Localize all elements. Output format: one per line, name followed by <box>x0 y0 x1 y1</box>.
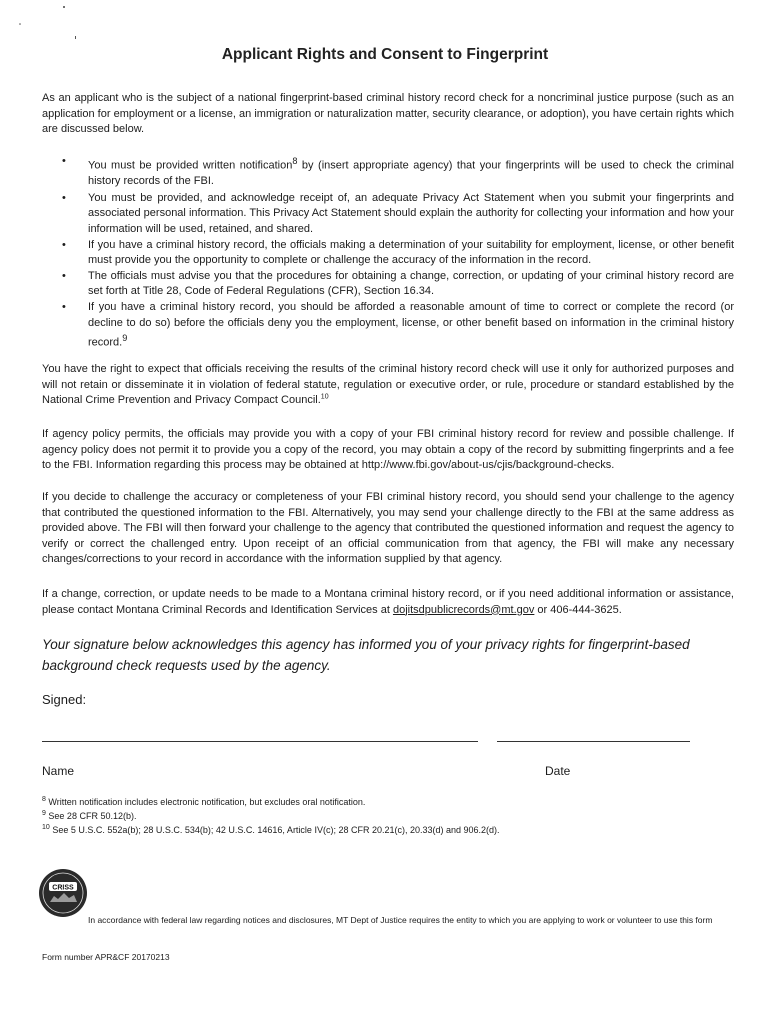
bullet-marker: • <box>62 238 66 251</box>
footnote-number: 8 <box>42 796 46 803</box>
intro-paragraph: As an applicant who is the subject of a national fingerprint-based criminal history record check for a noncriminal justice purpose (such as an application for employment or a license, an immigration or naturalization matter, security clearance, or adoption), you have certain rights which are discussed below. <box>42 92 734 136</box>
scan-speck <box>75 36 76 39</box>
authorized-use-paragraph <box>42 362 734 409</box>
bullet-marker: • <box>62 269 66 282</box>
page-title: Applicant Rights and Consent to Fingerprint <box>221 46 549 63</box>
scan-speck <box>19 23 21 25</box>
footnote-ref: 8 <box>292 156 298 166</box>
rights-list <box>42 154 734 351</box>
list-item <box>42 300 734 351</box>
list-item <box>42 238 734 269</box>
record-copy-paragraph: If agency policy permits, the officials may provide you with a copy of your FBI criminal history record for review and possible challenge. If agency policy does not permit it to provide you a copy of the record, you may obtain a copy of the record by submitting fingerprints and a fee to the FBI. Information regarding this process may be obtained at http://www.fbi.gov/about-us/cjis/background-checks. <box>42 428 734 472</box>
footnote-number: 9 <box>42 810 46 817</box>
bullet-text: You must be provided written notification <box>88 159 293 172</box>
scan-speck <box>63 6 65 8</box>
bullet-text: If you have a criminal history record, the officials making a determination of your suitability for employment, license, or other benefit must provide you the opportunity to complete or challenge the accuracy of the information in the record. <box>88 238 734 267</box>
footnote-text: See 5 U.S.C. 552a(b); 28 U.S.C. 534(b); 42 U.S.C. 14616, Article IV(c); 28 CFR 20.21(c), 20.33(d) and 906.2(d). <box>52 825 500 835</box>
footnote-ref: 9 <box>122 333 128 344</box>
bullet-marker: • <box>62 301 66 313</box>
footnote-text: See 28 CFR 50.12(b). <box>48 811 137 821</box>
signature-name-line[interactable] <box>42 741 478 742</box>
bullet-marker: • <box>62 155 66 167</box>
bullet-marker: • <box>62 191 66 204</box>
bullet-text-cont: by (insert appropriate agency) that your fingerprints will be used to check the criminal history records of the FBI. <box>88 159 734 188</box>
footnote-8 <box>42 796 365 808</box>
contact-email-link[interactable]: dojitsdpublicrecords@mt.gov <box>392 603 535 616</box>
montana-contact-text: If a change, correction, or update needs to be made to a Montana criminal history record, or if you need additional information or assistance, please contact Montana Criminal Records and Identification Services at <box>42 588 734 616</box>
signed-label: Signed: <box>42 692 87 707</box>
list-item <box>42 154 734 190</box>
criss-seal-logo <box>38 868 88 918</box>
footnote-text: Written notification includes electronic notification, but excludes oral notification. <box>48 797 366 807</box>
bullet-text: The officials must advise you that the procedures for obtaining a change, correction, or updating of your criminal history record are set forth at Title 28, Code of Federal Regulations (CFR), Section 16.34. <box>88 269 734 298</box>
form-use-notice: In accordance with federal law regarding notices and disclosures, MT Dept of Justice requires the entity to which you are applying to work or volunteer to use this form <box>88 915 713 925</box>
bullet-text: If you have a criminal history record, you should be afforded a reasonable amount of time to correct or complete the record (or decline to do so) before the officials deny you the employment, license, or other benefit based on information in the criminal history record. <box>88 301 734 349</box>
authorized-use-text: You have the right to expect that officials receiving the results of the criminal history record check will use it only for authorized purposes and will not retain or disseminate it in violation of federal statute, regulation or executive order, or rule, procedure or standard established by the National Crime Prevention and Privacy Compact Council. <box>42 363 734 407</box>
acknowledgement-statement: Your signature below acknowledges this agency has informed you of your privacy rights for fingerprint-based background check requests used by the agency. <box>42 637 690 673</box>
montana-contact-phone: or 406-444-3625. <box>534 603 622 616</box>
name-label: Name <box>42 764 75 778</box>
signature-date-line[interactable] <box>497 741 690 742</box>
form-number: Form number APR&CF 20170213 <box>42 952 170 962</box>
footnote-10 <box>42 824 500 836</box>
bullet-text: You must be provided, and acknowledge receipt of, an adequate Privacy Act Statement when you submit your fingerprints and associated personal information. This Privacy Act Statement should explain the authority for collecting your information and how your information will be used, retained, and shared. <box>88 191 734 236</box>
challenge-paragraph: If you decide to challenge the accuracy or completeness of your FBI criminal history record, you should send your challenge to the agency that contributed the questioned information to the FBI. Alternatively, you may send your challenge directly to the FBI at the same address as provided above. The FBI will then forward your challenge to the agency that contributed the questioned information and request the agency to verify or correct the challenged entry. Upon receipt of an official communication from that agency, the FBI will make any necessary changes/corrections to your record in accordance with the information supplied by that agency. <box>42 491 734 566</box>
svg-text:CRISS: CRISS <box>52 884 74 892</box>
list-item <box>42 191 734 238</box>
footnote-ref: 10 <box>320 393 329 401</box>
footnote-number: 10 <box>42 824 50 831</box>
montana-contact-paragraph <box>42 587 734 618</box>
date-label: Date <box>545 764 571 778</box>
footnote-9 <box>42 810 136 822</box>
list-item <box>42 269 734 300</box>
